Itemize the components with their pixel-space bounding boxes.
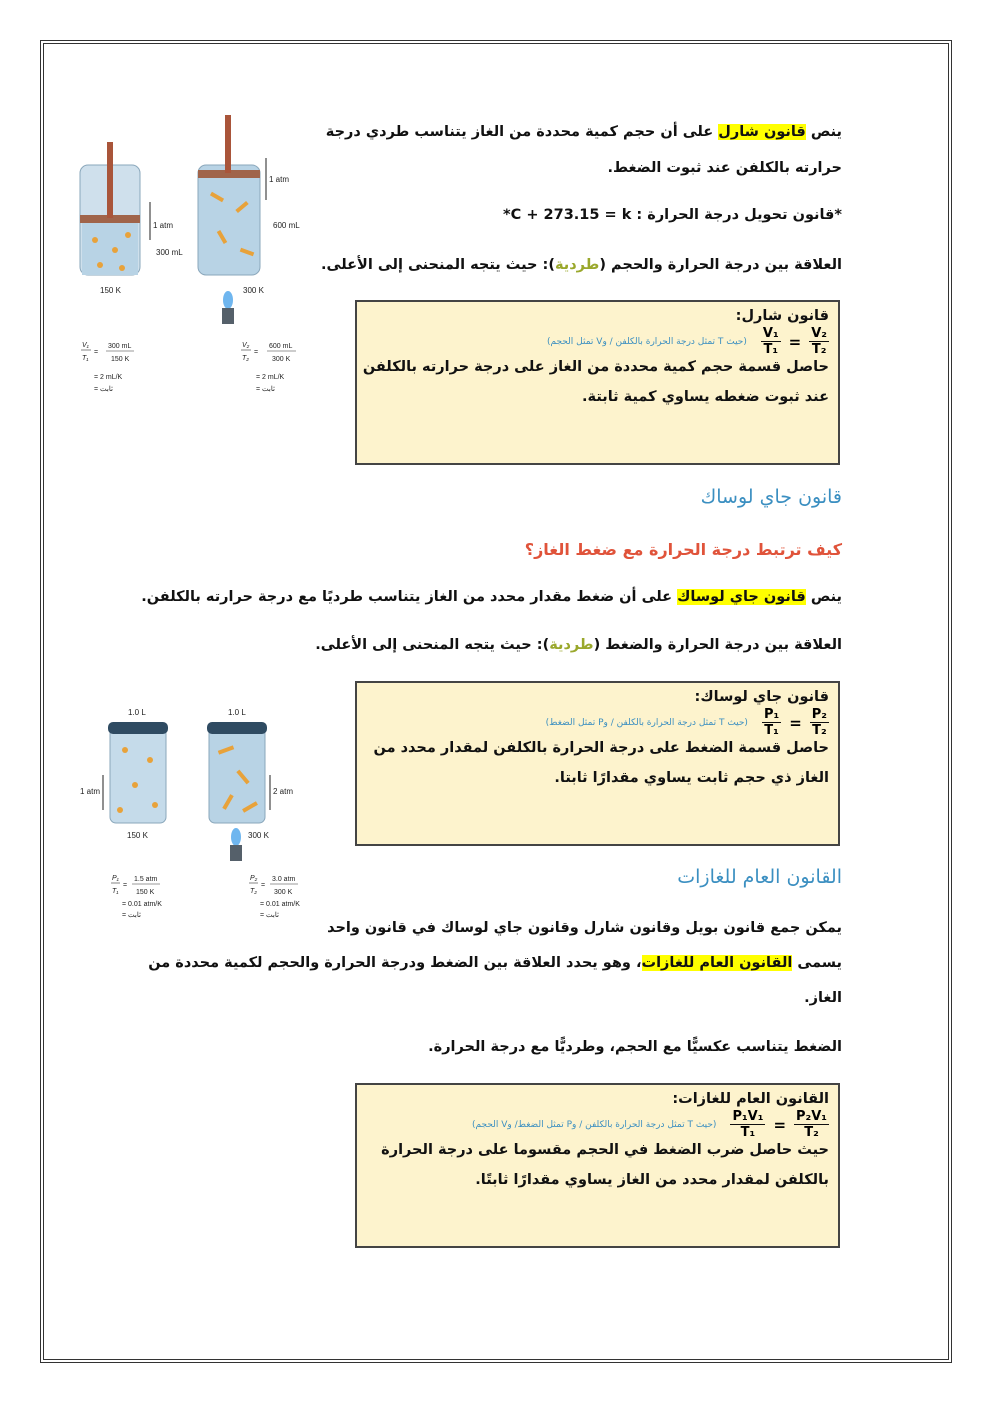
text: ، وهو يحدد العلاقة بين الضغط ودرجة الحرارة والحجم لكمية محددة من [148,955,642,971]
box-title: قانون جاي لوساك: [694,689,829,705]
val-den: 150 K [136,889,155,896]
numerator: P₁ [763,707,780,722]
text: يسمى [792,955,842,971]
box-title: قانون شارل: [735,308,829,324]
temperature-label: 150 K [127,831,148,840]
pressure-label: 1 atm [80,787,101,796]
text: العلاقة بين درجة الحرارة والحجم ( [599,257,842,273]
frac-num: P₁ [112,875,119,882]
box-title: القانون العام للغازات: [672,1091,829,1107]
fraction-left [761,326,781,357]
fraction-right [810,707,829,738]
pressure-label: 1 atm [153,221,174,230]
charles-intro-line2: حرارته بالكلفن عند ثبوت الضغط. [607,160,842,176]
burner-icon [222,291,234,324]
constant: = ثابت [256,386,275,393]
text: ينص [805,589,842,605]
combined-line4: الضغط يتناسب عكسيًّا مع الحجم، وطرديًّا مع درجة الحرارة. [428,1039,842,1055]
box-description: حاصل قسمة الضغط على درجة الحرارة بالكلفن لمقدار محدد من [373,740,829,756]
frac-den: T₁ [112,888,119,895]
numerator: V₂ [811,326,827,341]
equals-sign: = [788,332,802,351]
conversion-formula: *C + 273.15 = k [503,207,632,223]
combined-law-highlight: القانون العام للغازات [641,955,793,971]
gay-lussac-relation [315,637,842,653]
svg-text:=: = [254,349,259,356]
box-description: بالكلفن لمقدار محدد من الغاز يساوي مقدارًا ثابتًا. [475,1172,829,1188]
fraction-left [730,1109,765,1140]
constant: = ثابت [122,912,141,919]
numerator: P₂ [811,707,827,722]
constant: = ثابت [260,912,279,919]
equals-sign: = [773,1115,787,1134]
burner-icon [230,828,242,861]
result: = 2 mL/K [94,374,123,381]
svg-text:=: = [94,349,99,356]
svg-text:=: = [123,882,128,889]
box-description: حاصل قسمة حجم كمية محددة من الغاز على درجة حرارته بالكلفن [362,359,829,375]
equals-sign: = [789,713,802,732]
formula-note: (حيث T تمثل درجة الحرارة بالكلفن / وP تمثل الضغط) [545,717,748,728]
formula-note: (حيث T تمثل درجة الحرارة بالكلفن / وV تمثل الحجم) [546,336,747,347]
temperature-label: 300 K [248,831,269,840]
svg-text:=: = [261,882,266,889]
combined-line2 [148,955,842,971]
conversion-line [503,207,842,223]
lid [108,722,168,734]
result: = 0.01 atm/K [260,901,300,908]
box-description: عند ثبوت ضغطه يساوي كمية ثابتة. [582,389,829,405]
container-right [207,722,267,823]
relation-word: طردية [554,257,600,273]
denominator: T₂ [804,1125,819,1140]
gay-lussac-calc-right [249,875,300,919]
volume-label: 1.0 L [128,708,146,717]
charles-law-highlight: قانون شارل [718,124,806,140]
combined-line1: يمكن جمع قانون بويل وقانون شارل وقانون جاي لوساك في قانون واحد [327,920,842,936]
gay-lussac-question: كيف ترتبط درجة الحرارة مع ضغط الغاز؟ [524,540,842,559]
result: = 2 mL/K [256,374,285,381]
charles-figure [70,110,320,400]
formula-row [366,326,829,357]
charles-law-box [355,300,840,465]
text: ): حيث يتجه المنحنى إلى الأعلى. [321,257,555,273]
conversion-label: *قانون تحويل درجة الحرارة : [631,207,842,223]
volume-label: 1.0 L [228,708,246,717]
temperature-label: 150 K [100,286,121,295]
relation-word: طردية [549,637,594,653]
combined-line3: الغاز. [804,990,842,1006]
gay-lussac-calc-left [111,875,162,919]
denominator: T₂ [811,342,827,357]
combined-law-box [355,1083,840,1248]
val-num: 1.5 atm [134,876,158,883]
box-description: الغاز ذي حجم ثابت يساوي مقدارًا ثابتا. [554,770,829,786]
denominator: T₂ [812,723,827,738]
val-num: 600 mL [269,343,293,350]
val-den: 300 K [272,356,291,363]
text: على أن ضغط مقدار محدد من الغاز يتناسب طرديًا مع درجة حرارته بالكلفن. [141,589,678,605]
piston-rod [225,115,231,173]
result: = 0.01 atm/K [122,901,162,908]
cylinder-left [80,142,140,275]
gay-lussac-intro [141,589,842,605]
piston-rod [107,142,113,218]
volume-label: 300 mL [156,248,183,257]
volume-label: 600 mL [273,221,300,230]
denominator: T₁ [763,342,779,357]
frac-num: V₁ [82,342,89,349]
temperature-label: 300 K [243,286,264,295]
text: العلاقة بين درجة الحرارة والضغط ( [593,637,842,653]
constant: = ثابت [94,386,113,393]
formula-row [366,707,829,738]
container-left [108,722,168,823]
text: ): حيث يتجه المنحنى إلى الأعلى. [315,637,550,653]
charles-calc-left [81,342,134,393]
frac-num: P₂ [250,875,258,882]
box-description: حيث حاصل ضرب الضغط في الحجم مقسوما على درجة الحرارة [381,1142,829,1158]
cylinder-right [198,115,260,275]
combined-heading: القانون العام للغازات [677,866,842,888]
lid [207,722,267,734]
val-num: 3.0 atm [272,876,296,883]
denominator: T₁ [740,1125,756,1140]
charles-intro-line1 [326,124,842,140]
frac-num: V₂ [242,342,250,349]
numerator: P₁V₁ [732,1109,764,1124]
formula-row [366,1109,829,1140]
val-den: 300 K [274,889,293,896]
text: على أن حجم كمية محددة من الغاز يتناسب طردي درجة [325,124,719,140]
gay-lussac-law-box [355,681,840,846]
numerator: V₁ [762,326,779,341]
denominator: T₁ [764,723,779,738]
frac-den: T₁ [82,355,89,362]
charles-calc-right [241,342,296,393]
charles-relation [321,257,842,273]
val-den: 150 K [111,356,130,363]
numerator: P₂V₁ [796,1109,827,1124]
gay-lussac-figure [70,700,320,930]
frac-den: T₂ [250,888,257,895]
val-num: 300 mL [108,343,132,350]
fraction-left [762,707,781,738]
gay-lussac-heading: قانون جاي لوساك [700,486,842,508]
pressure-label: 2 atm [273,787,294,796]
pressure-label: 1 atm [269,175,290,184]
gay-lussac-highlight: قانون جاي لوساك [677,589,806,605]
fraction-right [809,326,829,357]
formula-note: (حيث T تمثل درجة الحرارة بالكلفن / وP تمثل الضغط/ وV الحجم) [472,1119,717,1130]
frac-den: T₂ [242,355,249,362]
text: ينص [805,124,842,140]
fraction-right [794,1109,829,1140]
